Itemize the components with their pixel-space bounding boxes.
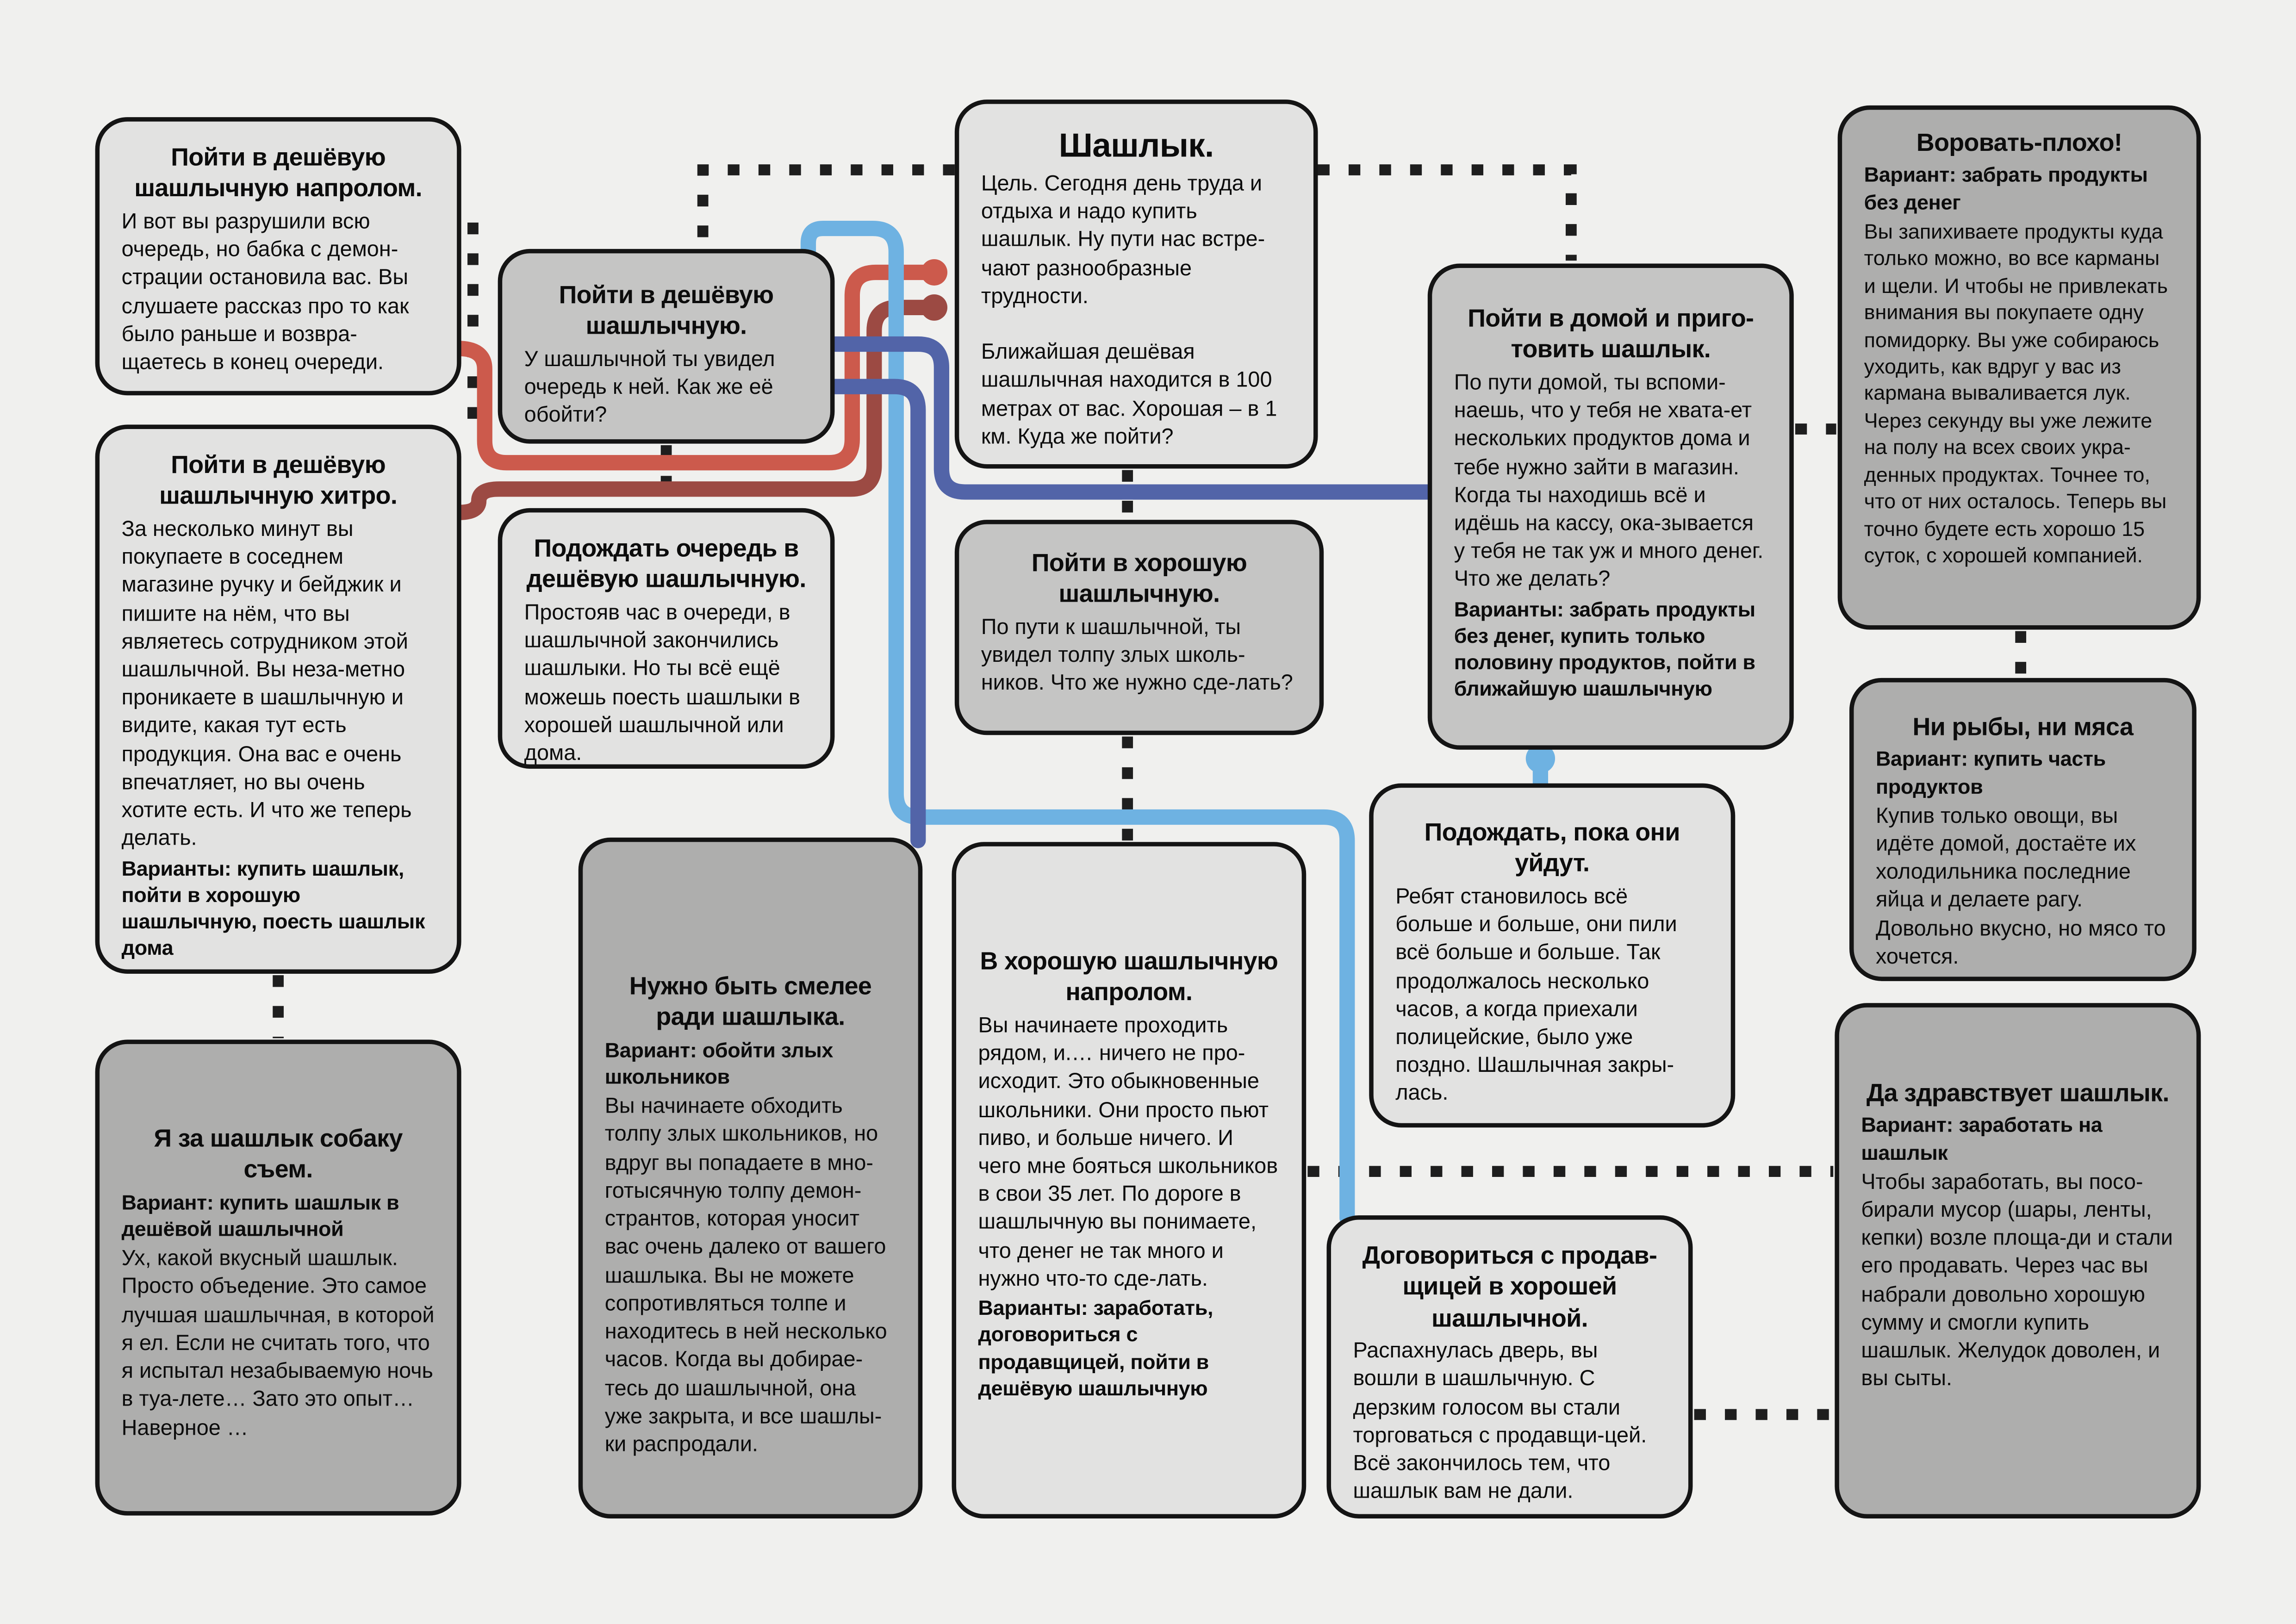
node-title: Я за шашлык собаку съем. (154, 1124, 403, 1184)
node-title: Пойти в хорошую шашлычную. (1031, 549, 1247, 609)
node-body: И вот вы разрушили всю очередь, но бабка с демон-страции остановила вас. Вы слушаете рассказ про то как было раньше и возвра-щаетесь в конец очереди. (121, 211, 409, 375)
node-title: Договориться с продав-щицей в хорошей шашлычной. (1362, 1241, 1657, 1332)
node-title: Пойти в дешёвую шашлычную. (559, 281, 774, 341)
node-variants: Варианты: купить шашлык, пойти в хорошую шашлычную, поесть шашлык дома (121, 857, 425, 961)
node-start-shashlik (955, 100, 1318, 468)
node-title: Шашлык. (1058, 126, 1214, 164)
node-title: Пойти в дешёвую шашлычную напролом. (134, 143, 422, 203)
node-variant: Вариант: заработать на шашлык (1861, 1115, 2103, 1165)
node-body: Ух, какой вкусный шашлык. Просто объедение. Это самое лучшая шашлычная, в которой я ел. Если не считать того, что я испытал незабываемую ночь в туа-лете… Зато это опыт… Наверное … (121, 1248, 435, 1440)
node-cheap-wait-queue (498, 508, 835, 769)
node-go-good (955, 520, 1324, 735)
node-go-cheap (498, 249, 835, 444)
node-bargain-saleswoman (1326, 1215, 1692, 1518)
node-body-2: Ближайшая дешёвая шашлычная находится в 100 метрах от вас. Хорошая – в 1 км. Куда же пойти? (981, 341, 1277, 449)
node-body: Вы запихиваете продукты куда только можно, во все карманы и щели. И чтобы не привлекать внимания вы покупаете одну помидорку. Вы уже собираюсь уходить, как вдруг у вас из кармана вываливается лук. Через секунду вы уже лежите на полу на всех своих укра-денных продуктах. Точнее то, что от них осталось. Теперь вы точно будете есть хорошо 15 суток, с хорошей компанией. (1864, 220, 2168, 569)
node-long-live-shashlik-ending (1835, 1003, 2201, 1518)
node-variant: Вариант: купить часть продуктов (1875, 749, 2106, 799)
node-body: Простояв час в очереди, в шашлычной закончились шашлыки. Но ты всё ещё можешь поесть шашлыки в хорошей шашлычной или дома. (524, 601, 801, 766)
node-dog-eater-ending (95, 1039, 461, 1515)
node-go-home-cook (1428, 264, 1794, 750)
node-body: У шашлычной ты увидел очередь к ней. Как же её обойти? (524, 348, 775, 428)
node-title: Подождать очередь в дешёвую шашлычную. (526, 534, 806, 594)
node-title: Воровать-плохо! (1916, 129, 2122, 157)
node-title: Ни рыбы, ни мяса (1912, 713, 2134, 741)
node-body: За несколько минут вы покупаете в соседнем магазине ручку и бейджик и пишите на нём, что вы являетесь сотрудником этой шашлычной. Вы неза-метно проникаете в шашлычную и видите, какая тут есть продукция. Она вас е очень впечатляет, но вы очень хотите есть. И что же теперь делать. (121, 518, 412, 852)
node-neither-fish-nor-meat-ending (1849, 678, 2196, 981)
node-good-bruteforce (952, 842, 1307, 1518)
red-line-terminus-dot (921, 259, 947, 286)
dotted-edge-start-home (1318, 170, 1571, 261)
node-body: Распахнулась дверь, вы вошли в шашлычную. С дерзким голосом вы стали торговаться с продавщи-цей. Всё закончилось тем, что шашлык вам не дали. (1353, 1340, 1647, 1505)
node-title: Да здравствует шашлык. (1866, 1079, 2169, 1107)
node-body: Цель. Сегодня день труда и отдыха и надо купить шашлык. Ну пути нас встре-чают разнообразные трудности. (981, 173, 1265, 309)
node-body: Вы начинаете проходить рядом, и.… ничего не про-исходит. Это обыкновенные школьники. Они просто пьют пиво, и больше ничего. И чего мне бояться школьников в свои 35 лет. По дороге в шашлычную вы понимаете, что денег не так много и нужно что-то сде-лать. (978, 1014, 1278, 1292)
node-body: По пути домой, ты вспоми-наешь, что у тебя не хвата-ет нескольких продуктов дома и тебе нужно зайти в магазин. Когда ты находишь всё и идёшь на кассу, ока-зывается у тебя не так уж и много денег. Что же делать? (1454, 372, 1764, 592)
dark-red-line-terminus-dot (921, 294, 947, 321)
node-variants: Варианты: забрать продукты без денег, купить только половину продуктов, пойти в ближайшую шашлычную (1454, 598, 1755, 702)
node-variant: Вариант: купить шашлык в дешёвой шашлычной (121, 1191, 399, 1242)
node-body: Чтобы заработать, вы посо-бирали мусор (шары, ленты, кепки) возле площа-ди и стали его продавать. Через час вы набрали довольно хорошую сумму и смогли купить шашлык. Желудок доволен, и вы сыты. (1861, 1171, 2173, 1392)
node-wait-until-leave (1369, 784, 1735, 1128)
node-variant: Вариант: обойти злых школьников (604, 1039, 834, 1089)
node-body: Купив только овощи, вы идёте домой, достаёте их холодильника последние яйца и делаете рагу. Довольно вкусно, но мясо то хочется. (1875, 805, 2166, 970)
node-cheap-bruteforce (95, 117, 461, 395)
node-title: Пойти в дешёвую шашлычную хитро. (159, 451, 398, 510)
node-variant: Вариант: забрать продукты без денег (1864, 164, 2148, 215)
node-cheap-clever (95, 425, 461, 974)
node-title: В хорошую шашлычную напролом. (980, 947, 1278, 1007)
node-title: Подождать, пока они уйдут. (1424, 818, 1680, 878)
node-title: Нужно быть смелее ради шашлыка. (629, 972, 872, 1032)
node-variants: Варианты: заработать, договориться с продавщицей, пойти в дешёвую шашлычную (978, 1297, 1213, 1401)
node-body: Вы начинаете обходить толпу злых школьников, но вдруг вы попадаете в мно-готысячную толпу демон-странтов, которая уносит вас очень далеко от вашего шашлыка. Вы не можете сопротивляться толпе и находитесь в ней несколько часов. Когда вы добирае-тесь до шашлычной, она уже закрыта, и все шашлы-ки распродали. (604, 1095, 887, 1457)
node-body: Ребят становилось всё больше и больше, они пили всё больше и больше. Так продолжалось несколько часов, а когда приехали полицейские, было уже поздно. Шашлычная закры-лась. (1395, 885, 1677, 1107)
node-body: По пути к шашлычной, ты увидел толпу злых школь-ников. Что же нужно сде-лать? (981, 616, 1293, 696)
node-be-braver-ending (579, 838, 923, 1518)
node-title: Пойти в домой и приго-товить шашлык. (1468, 305, 1754, 364)
node-stealing-is-bad-ending (1838, 106, 2201, 630)
